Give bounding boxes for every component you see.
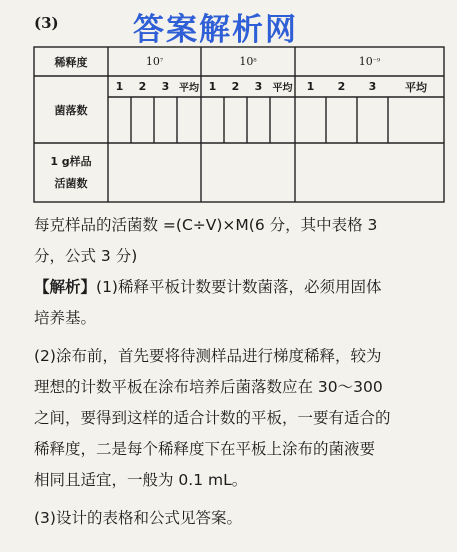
analysis-p2-line-3: 之间，要得到这样的适合计数的平板，一要有适合的: [34, 409, 391, 427]
header-dilution: 稀释度: [54, 55, 88, 69]
dilution-3-base: 10: [358, 55, 373, 68]
dilution-1-base: 10: [145, 55, 160, 68]
analysis-p3: (3)设计的表格和公式见答案。: [34, 509, 242, 527]
question-number: (3): [34, 14, 59, 32]
sub-header: 1: [208, 80, 217, 93]
dilution-3-exp: ⁻⁹: [372, 57, 381, 66]
sub-header: 平均: [405, 80, 427, 94]
sub-header: 平均: [272, 83, 293, 94]
analysis-p2-line-2: 理想的计数平板在涂布培养后菌落数应在 30～300: [34, 378, 383, 396]
header-live-count: [34, 143, 108, 202]
sub-header: 2: [231, 80, 240, 93]
dilution-3: [295, 47, 444, 76]
sub-header: 2: [138, 80, 147, 93]
header-live-count-line1: 1 g样品: [50, 154, 92, 168]
analysis-tag: 【解析】: [34, 278, 97, 296]
analysis-p1-line-2: 培养基。: [34, 309, 97, 327]
dilution-2-base: 10: [239, 55, 254, 68]
watermark-text: 答案解析网: [133, 12, 298, 48]
dilution-2-exp: ⁸: [253, 57, 257, 66]
analysis-p2-line-5: 相同且适宜，一般为 0.1 mL。: [34, 471, 248, 489]
sub-header: 1: [306, 80, 315, 93]
header-live-count-line2: 活菌数: [54, 176, 88, 190]
sub-header: 3: [368, 80, 377, 93]
sub-header: 1: [115, 80, 124, 93]
header-colony-count: 菌落数: [54, 103, 88, 117]
analysis-p2-line-4: 稀释度，二是每个稀释度下在平板上涂布的菌液要: [34, 440, 376, 458]
sub-header: 平均: [179, 83, 199, 94]
formula-line-2: 分，公式 3 分): [34, 247, 138, 265]
experiment-table: [33, 46, 445, 203]
sub-header: 3: [254, 80, 263, 93]
dilution-1-exp: ⁷: [159, 57, 164, 66]
analysis-p1-text: (1)稀释平板计数要计数菌落，必须用固体: [96, 278, 382, 296]
analysis-p2-line-1: (2)涂布前，首先要将待测样品进行梯度稀释，较为: [34, 347, 382, 365]
sub-header: 3: [161, 80, 170, 93]
sub-header: 2: [337, 80, 346, 93]
formula-line-1: 每克样品的活菌数 =(C÷V)×M(6 分，其中表格 3: [34, 216, 378, 234]
dilution-1: [108, 47, 201, 76]
dilution-2: [201, 47, 295, 76]
analysis-p1-line-1: [34, 272, 446, 303]
